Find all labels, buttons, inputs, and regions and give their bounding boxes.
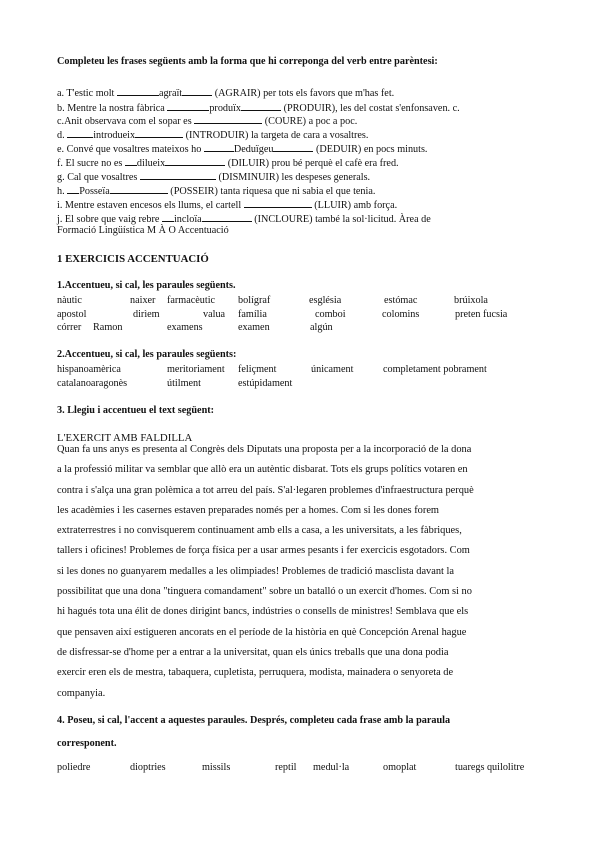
ex1-word: dirìem xyxy=(133,309,160,320)
ex4-word: medul·la xyxy=(313,762,350,773)
ex4-word: missils xyxy=(202,762,231,773)
text-line: companyia. xyxy=(57,687,106,699)
text-line: a la professió militar va semblar que allò era un autèntic disbarat. Tots els grups polítics votaren en xyxy=(57,464,468,476)
text-line: si les dones no guanyarem medalles a les olimpiades! Problemes de tradició masclista davant la xyxy=(57,565,455,577)
text-line: hi hagués tota una élit de dones dirigint bancs, indústries o consells de ministres! Semblava que els xyxy=(57,606,469,618)
sentence-c: c.Anit observava com el sopar es (COURE) a poc a poc. xyxy=(57,116,358,127)
ex4-word: poliedre xyxy=(57,762,91,773)
ex1-word: farmacèutic xyxy=(167,295,216,306)
instructions: Completeu les frases següents amb la forma que hi correponga del verb entre parèntesi: xyxy=(57,56,438,67)
ex1-word: examens xyxy=(167,322,203,333)
ex4-word: dioptries xyxy=(130,762,166,773)
ex4-title-line1: 4. Poseu, si cal, l'accent a aquestes paraules. Després, completeu cada frase amb la paraula xyxy=(57,715,451,726)
answer-a: agraït xyxy=(158,88,183,99)
sentence-g: g. Cal que vosaltres (DISMINUIR) les despeses generals. xyxy=(57,172,371,183)
ex1-word: córrer xyxy=(57,322,82,333)
ex4-word: tuaregs quilolitre xyxy=(455,762,525,773)
answer-d: introdueix xyxy=(93,130,136,141)
ex2-word: únicament xyxy=(311,364,354,375)
ex1-word: Ramon xyxy=(93,322,123,333)
text-line: extraterrestres i no convisquerem continuament amb ells a casa, a les universitats, a les fàbriques, xyxy=(57,525,462,537)
ex2-word: meritoriament xyxy=(167,364,225,375)
ex1-word: valua xyxy=(203,309,226,320)
ex4-word: reptil xyxy=(275,762,297,773)
ex1-word: examen xyxy=(238,322,270,333)
ex1-word: comboi xyxy=(315,309,346,320)
answer-h: Posseïa xyxy=(79,186,110,197)
ex2-word: feliçment xyxy=(238,364,277,375)
sentence-d: d. introdueix (INTRODUIR) la targeta de cara a vosaltres. xyxy=(57,130,369,141)
text-line: contra i s'alça una gran polèmica a tot arreu del país. S'al·legaren problemes d'infraestructura perquè xyxy=(57,484,474,496)
ex1-title: 1.Accentueu, si cal, les paraules següents. xyxy=(57,280,236,291)
text-title: L'EXERCIT AMB FALDILLA xyxy=(57,432,193,444)
ex2-word: estúpidament xyxy=(238,378,293,389)
ex2-word: hispanoamèrica xyxy=(57,364,121,375)
ex1-word: algún xyxy=(310,322,333,333)
ex1-word: preten fucsia xyxy=(455,309,508,320)
text-body xyxy=(57,440,543,704)
ex1-word: brúixola xyxy=(454,295,488,306)
section-title: 1 EXERCICIS ACCENTUACIÓ xyxy=(57,253,209,265)
ex1-word: colomins xyxy=(382,309,420,320)
sentence-i: i. Mentre estaven encesos els llums, el cartell (LLUIR) amb força. xyxy=(57,200,398,211)
ex4-word: omoplat xyxy=(383,762,417,773)
ex1-word: estómac xyxy=(384,295,418,306)
answer-b: produïx xyxy=(209,103,242,114)
text-line: exercir eren els de mestra, tabaquera, cupletista, perruquera, modista, mainadera o senyoreta de xyxy=(57,667,454,679)
ex2-word: completament pobrament xyxy=(383,364,487,375)
ex1-word: bolígraf xyxy=(238,295,271,306)
text-line: les acadèmies i les casernes estaven preparades només per a homes. Com si les dones forem xyxy=(57,504,440,516)
sentence-f: f. El sucre no es dilueix (DILUIR) prou bé perquè el cafè era fred. xyxy=(57,158,399,169)
sentence-b: b. Mentre la nostra fàbrica produïx (PRODUIR), les del costat s'enfonsaven. c. xyxy=(57,103,460,114)
sentence-e: e. Convé que vosaltres mateixos ho Deduïgeu (DEDUIR) en pocs minuts. xyxy=(57,144,428,155)
sentence-h: h. Posseïa (POSSEIR) tanta riquesa que ni sabia el que tenia. xyxy=(57,186,376,197)
text-line: Quan fa uns anys es presenta al Congrès dels Diputats una proposta per a la incorporació de la dona xyxy=(57,444,472,455)
ex3-title: 3. Llegiu i accentueu el text següent: xyxy=(57,405,215,416)
answer-j: incloïa xyxy=(173,214,202,225)
ex4-title-line2: corresponent. xyxy=(57,738,117,749)
sentence-j: j. El sobre que vaig rebre incloïa (INCLOURE) també la sol·licitud. Àrea de xyxy=(57,214,431,225)
answer-e: Deduïgeu xyxy=(233,144,274,155)
ex2-word: catalanoaragonès xyxy=(57,378,128,389)
text-line: de disfressar-se d'home per a entrar a la universitat, quan els únics treballs que una dona podia xyxy=(57,646,449,658)
ex1-word: nàutic xyxy=(57,295,82,306)
text-line: que pensaven així estigueren ancorats en el període de la història en què Concepción Arenal hague xyxy=(57,626,467,638)
sentence-a: a. T'estic molt agraït (AGRAIR) per tots els favors que m'has fet. xyxy=(57,88,395,99)
header-line: Formació Lingüística M À O Accentuació xyxy=(57,225,229,236)
ex1-word: apostol xyxy=(57,309,87,320)
text-line: tallers i oficines! Problemes de força física per a usar armes pesants i fer exercicis esgotadors. Com xyxy=(57,545,470,557)
ex2-title: 2.Accentueu, si cal, les paraules següents: xyxy=(57,349,237,360)
text-line: possibilitat que una dona "tinguera comandament" sobre un batalló o un exercit d'homes. Com si no xyxy=(57,586,472,598)
ex1-word: família xyxy=(238,309,267,320)
answer-f: dilueix xyxy=(136,158,166,169)
ex2-word: útilment xyxy=(167,378,201,389)
ex1-word: església xyxy=(309,295,342,306)
ex1-word: naixer xyxy=(130,295,156,306)
